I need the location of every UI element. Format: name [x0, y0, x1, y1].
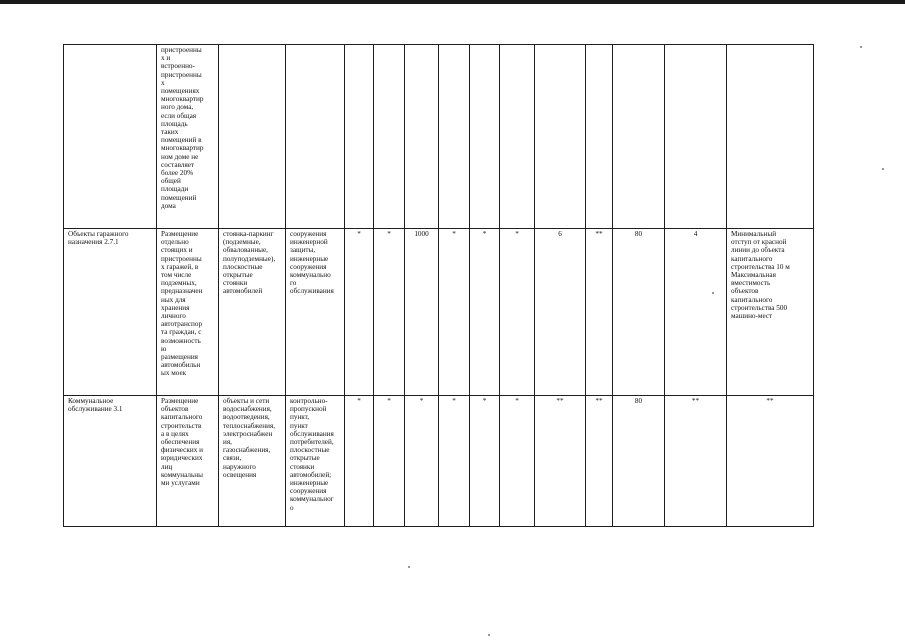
param-cell	[405, 45, 439, 229]
param-cell: *	[439, 229, 470, 396]
param-cell: *	[374, 229, 405, 396]
use-description-cell: Размещение объектов капитального строительств а в целях обеспечения физических и юридических лиц коммунальны ми услугами	[157, 396, 219, 527]
scan-speck	[712, 292, 714, 294]
param-cell: *	[405, 396, 439, 527]
param-cell: *	[439, 396, 470, 527]
scan-top-border	[0, 0, 905, 4]
scan-speck	[408, 566, 410, 568]
note-cell: **	[727, 396, 814, 527]
use-description-cell: Размещение отдельно стоящих и пристроенны х гаражей, в том числе подземных, предназначен ных для хранения личного автотранспор та граждан, с возможность ю размещения автомобильн ых моек	[157, 229, 219, 396]
auxiliary-use-cell: контрольно- пропускной пункт, пункт обслуживания потребителей, плоскостные открытые стоянки автомобилей; инженерные сооружения коммунальног о	[286, 396, 345, 527]
param-cell: *	[374, 396, 405, 527]
param-cell	[665, 45, 727, 229]
use-type-name-cell: Объекты гаражного назначения 2.7.1	[64, 229, 157, 396]
param-cell: *	[470, 396, 500, 527]
param-cell: 80	[613, 396, 665, 527]
param-cell: 4	[665, 229, 727, 396]
param-cell	[586, 45, 613, 229]
note-cell	[727, 45, 814, 229]
table-row	[64, 45, 814, 229]
main-use-cell: объекты и сети водоснабжения, водоотведения, теплоснабжения, электроснабжен ия, газоснабжения, связи, наружного освещения	[219, 396, 286, 527]
main-use-cell	[219, 45, 286, 229]
note-cell: Минимальный отступ от красной линии до объекта капитального строительства 10 м Максимальная вместимость объектов капитального строительства 500 машино-мест	[727, 229, 814, 396]
scan-speck	[860, 46, 862, 48]
param-cell: 6	[535, 229, 586, 396]
param-cell: 1000	[405, 229, 439, 396]
scan-speck	[488, 634, 490, 636]
table-row	[64, 229, 814, 396]
auxiliary-use-cell	[286, 45, 345, 229]
main-use-cell: стоянка-паркинг (подземные, обвалованные, полуподземные), плоскостные открытые стоянки автомобилей	[219, 229, 286, 396]
scan-speck	[882, 168, 884, 170]
param-cell	[374, 45, 405, 229]
param-cell	[470, 45, 500, 229]
use-type-name-cell: Коммунальное обслуживание 3.1	[64, 396, 157, 527]
param-cell: *	[345, 229, 374, 396]
param-cell	[613, 45, 665, 229]
param-cell: 80	[613, 229, 665, 396]
param-cell: **	[535, 396, 586, 527]
param-cell: *	[500, 396, 535, 527]
param-cell: *	[345, 396, 374, 527]
param-cell	[500, 45, 535, 229]
param-cell	[345, 45, 374, 229]
param-cell: *	[470, 229, 500, 396]
param-cell: **	[665, 396, 727, 527]
param-cell	[439, 45, 470, 229]
use-type-name-cell	[64, 45, 157, 229]
table-row	[64, 396, 814, 527]
auxiliary-use-cell: сооружения инженерной защиты, инженерные сооружения коммунально го обслуживания	[286, 229, 345, 396]
param-cell	[535, 45, 586, 229]
param-cell: **	[586, 229, 613, 396]
param-cell: *	[500, 229, 535, 396]
use-description-cell: пристроенны х и встроенно- пристроенны х помещениях многоквартир ного дома, если общая площадь таких помещений в многоквартир ном доме не составляет более 20% общей площади помещений дома	[157, 45, 219, 229]
param-cell: **	[586, 396, 613, 527]
zoning-regulations-table	[63, 44, 814, 527]
